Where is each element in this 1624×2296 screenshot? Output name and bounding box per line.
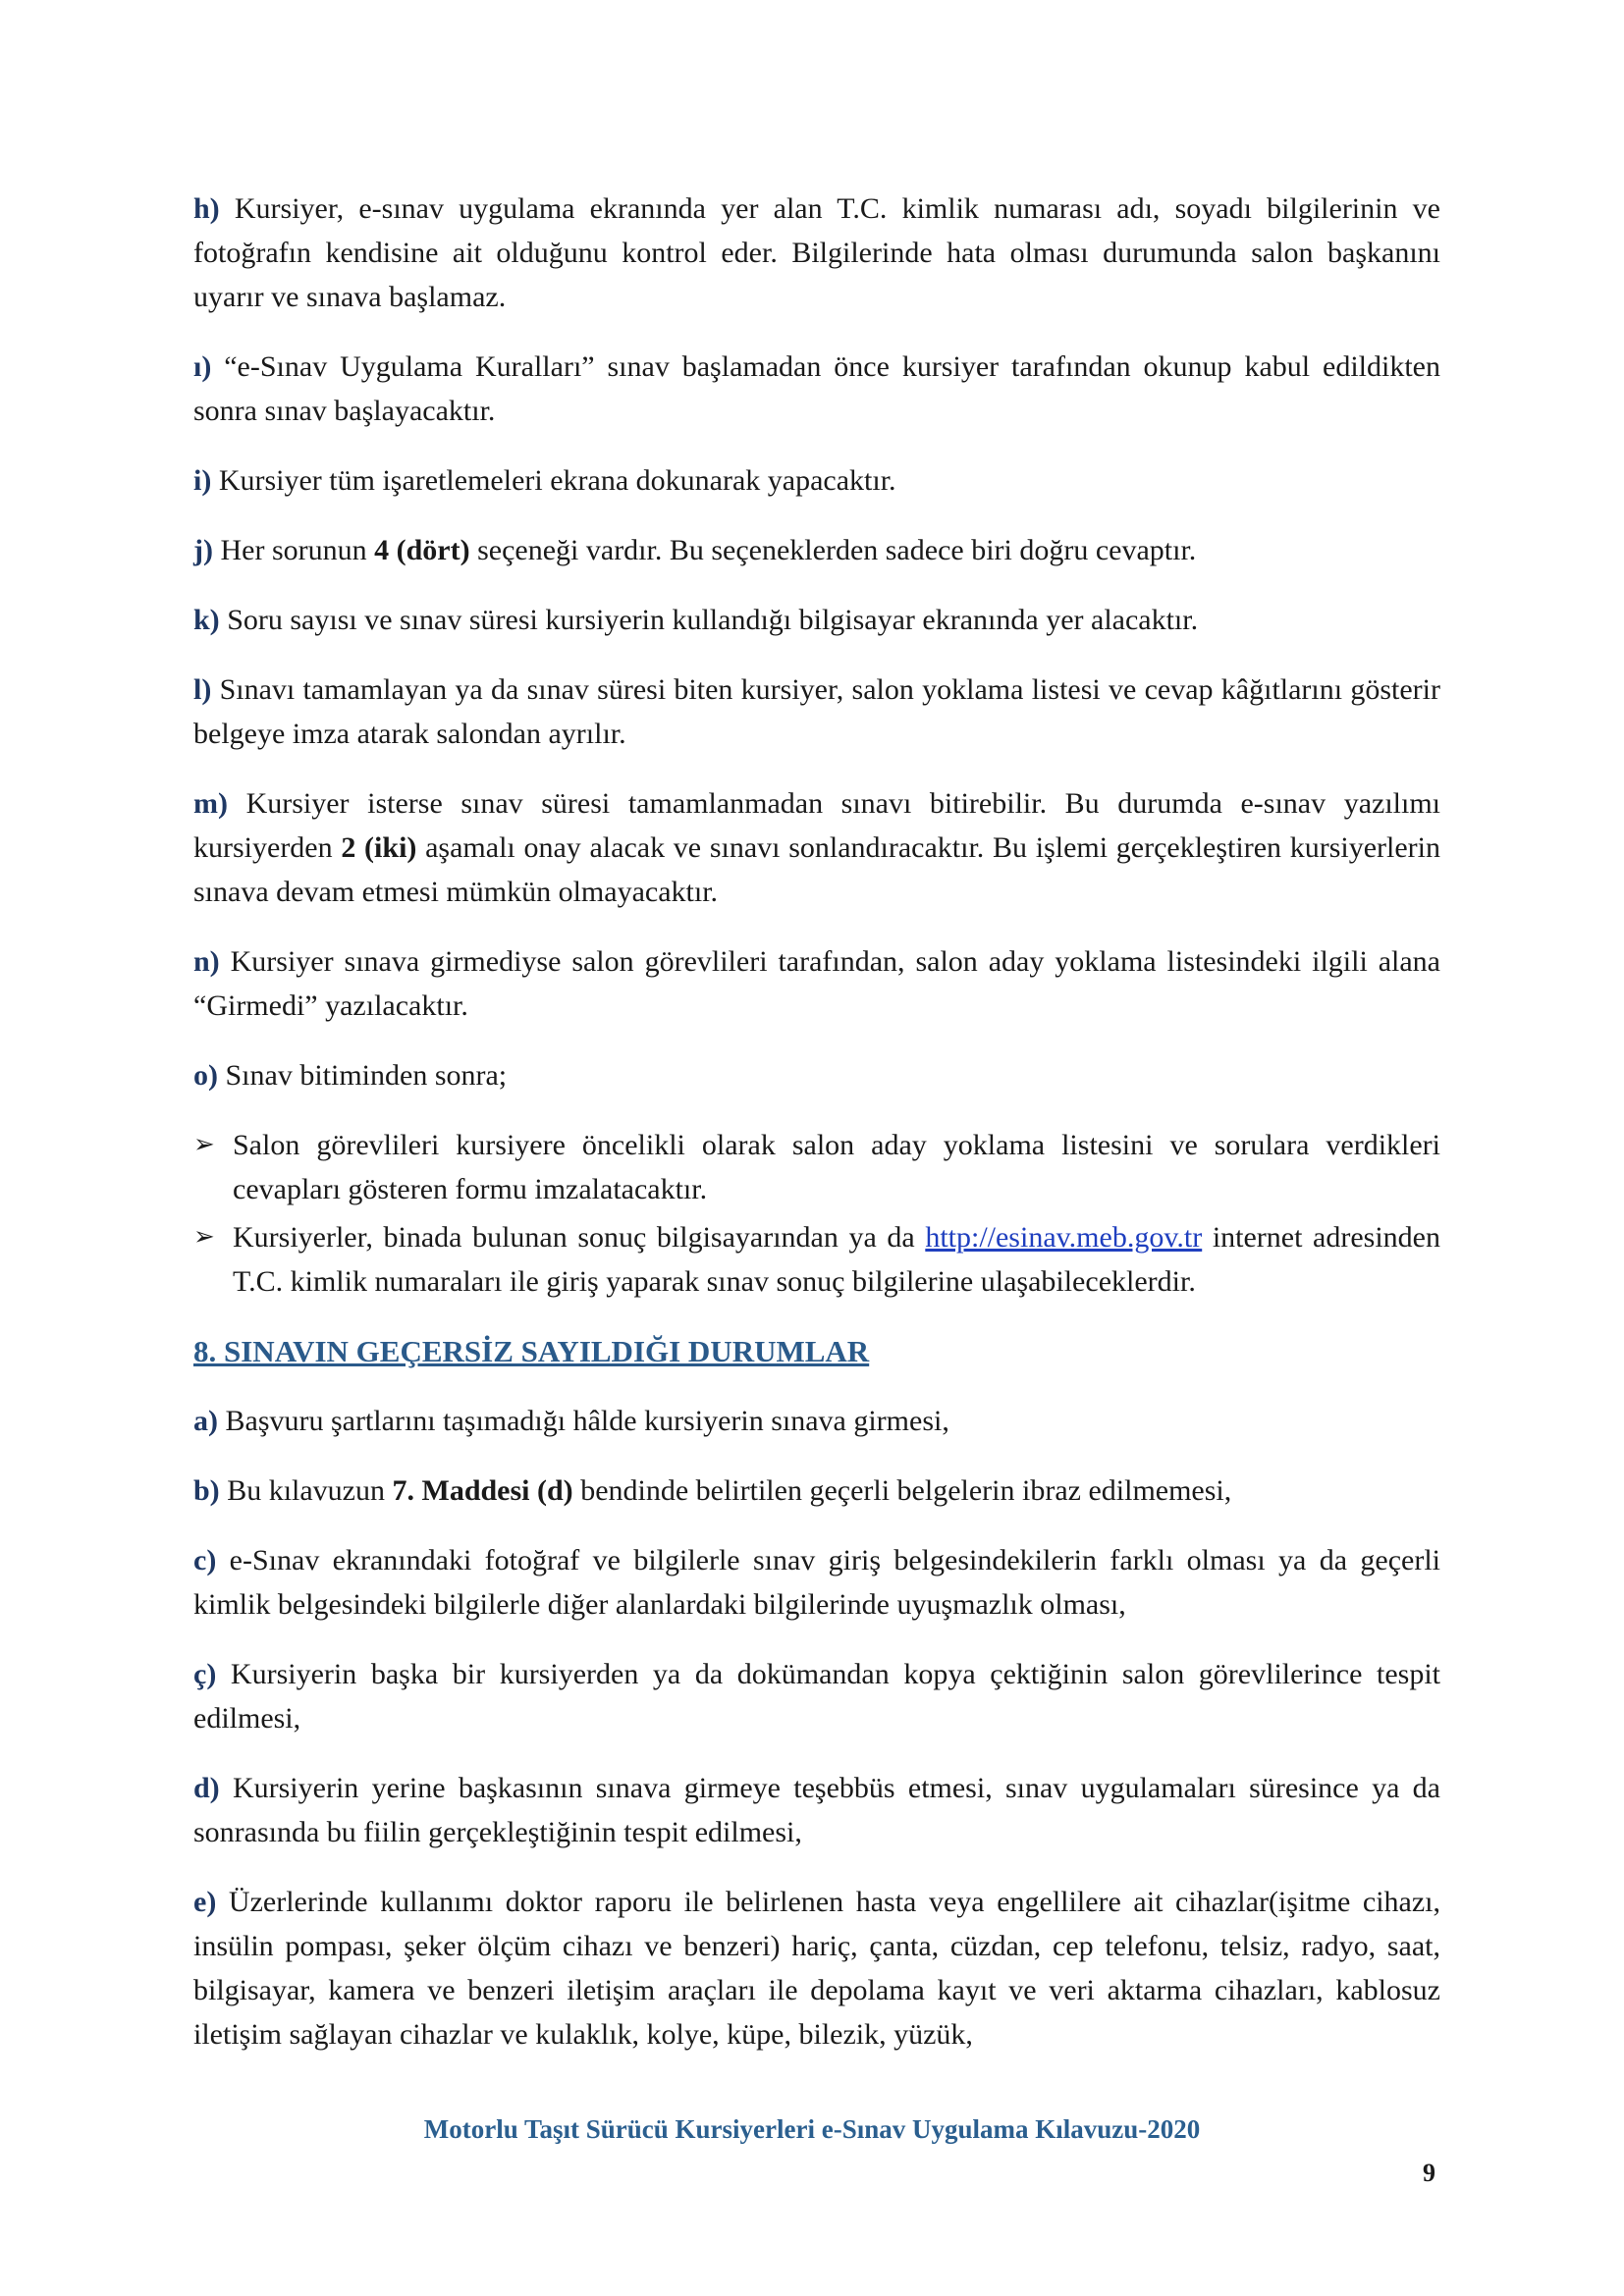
bullet-text: internet adresinden T.C. kimlik numaraları ile giriş yaparak sınav sonuç bilgilerine ulaşabileceklerdir. xyxy=(233,1221,1440,1298)
item-text: aşamalı onay alacak ve sınavı sonlandıracaktır. Bu işlemi gerçekleştiren kursiyerlerin sınava devam etmesi mümkün olmayacaktır. xyxy=(193,831,1441,908)
item-text: seçeneği vardır. Bu seçeneklerden sadece biri doğru cevaptır. xyxy=(469,534,1197,566)
item-text: Her sorunun xyxy=(212,534,375,566)
bullet-text: Salon görevlileri kursiyere öncelikli olarak salon aday yoklama listesini ve sorulara verdikleri cevapları gösteren formu imzalatacaktır. xyxy=(233,1129,1440,1205)
item-label: ı) xyxy=(193,350,212,383)
item-c xyxy=(193,1538,1440,1627)
item-label: i) xyxy=(193,464,212,497)
item-m xyxy=(193,781,1440,914)
item-l xyxy=(193,667,1440,756)
document-footer: Motorlu Taşıt Sürücü Kursiyerleri e-Sınav Uygulama Kılavuzu-2020 xyxy=(423,2114,1201,2144)
item-text: bendinde belirtilen geçerli belgelerin ibraz edilmemesi, xyxy=(572,1474,1232,1507)
item-text: Kursiyer sınava girmediyse salon görevlileri tarafından, salon aday yoklama listesindeki ilgili alana “Girmedi” yazılacaktır. xyxy=(193,945,1440,1022)
arrow-bullet-icon: ➢ xyxy=(193,1222,215,1252)
bullet-text: Kursiyerler, binada bulunan sonuç bilgisayarından ya da xyxy=(233,1221,926,1254)
item-text: Kursiyer, e-sınav uygulama ekranında yer alan T.C. kimlik numarası adı, soyadı bilgilerinin ve fotoğrafın kendisine ait olduğunu kontrol eder. Bilgilerinde hata olması durumunda salon başkanını uyarır ve sınava başlamaz. xyxy=(193,192,1440,313)
item-b xyxy=(193,1468,1440,1513)
arrow-bullet-icon: ➢ xyxy=(193,1130,215,1159)
bullet-item xyxy=(193,1123,1440,1211)
item-text: Kursiyerin başka bir kursiyerden ya da dokümandan kopya çektiğinin salon görevlilerince tespit edilmesi, xyxy=(193,1658,1440,1735)
bullet-list xyxy=(193,1123,1440,1304)
item-text: e-Sınav ekranındaki fotoğraf ve bilgilerle sınav giriş belgesindekilerin farklı olması ya da geçerli kimlik belgesindeki bilgilerle diğer alanlardaki bilgilerinde uyuşmazlık olması, xyxy=(193,1544,1440,1621)
item-n xyxy=(193,939,1440,1028)
bullet-item xyxy=(193,1215,1440,1304)
item-bold: 4 (dört) xyxy=(374,534,470,566)
item-text: Sınav bitiminden sonra; xyxy=(218,1059,508,1092)
page-number: 9 xyxy=(1423,2159,1435,2187)
item-text: Soru sayısı ve sınav süresi kursiyerin kullandığı bilgisayar ekranında yer alacaktır. xyxy=(219,604,1199,636)
item-e xyxy=(193,1880,1440,2056)
item-c-cedilla xyxy=(193,1652,1440,1740)
item-label: m) xyxy=(193,787,228,820)
item-label: j) xyxy=(193,534,213,566)
page-body xyxy=(193,187,1440,2082)
item-label: o) xyxy=(193,1059,218,1092)
item-text: Başvuru şartlarını taşımadığı hâlde kursiyerin sınava girmesi, xyxy=(218,1405,949,1437)
item-d xyxy=(193,1766,1440,1854)
item-j xyxy=(193,528,1440,572)
item-label: k) xyxy=(193,604,220,636)
item-text: Kursiyerin yerine başkasının sınava girmeye teşebbüs etmesi, sınav uygulamaları süresince ya da sonrasında bu fiilin gerçekleştiğinin tespit edilmesi, xyxy=(193,1772,1440,1848)
item-dotless-i xyxy=(193,345,1440,433)
item-bold: 2 (iki) xyxy=(341,831,417,864)
item-label: e) xyxy=(193,1886,217,1918)
item-label: d) xyxy=(193,1772,220,1804)
item-label: n) xyxy=(193,945,220,978)
item-label: l) xyxy=(193,673,212,706)
item-text: Kursiyer tüm işaretlemeleri ekrana dokunarak yapacaktır. xyxy=(211,464,896,497)
item-i xyxy=(193,458,1440,503)
item-bold: 7. Maddesi (d) xyxy=(392,1474,573,1507)
item-text: Üzerlerinde kullanımı doktor raporu ile belirlenen hasta veya engellilere ait cihazlar(işitme cihazı, insülin pompası, şeker ölçüm cihazı ve benzeri) hariç, çanta, cüzdan, cep telefonu, telsiz, radyo, saat, bilgisayar, kamera ve benzeri iletişim araçları ile depolama kayıt ve veri aktarma cihazları, kablosuz iletişim sağlayan cihazlar ve kulaklık, kolye, küpe, bilezik, yüzük, xyxy=(193,1886,1440,2051)
item-text: “e-Sınav Uygulama Kuralları” sınav başlamadan önce kursiyer tarafından okunup kabul edildikten sonra sınav başlayacaktır. xyxy=(193,350,1440,427)
item-text: Sınavı tamamlayan ya da sınav süresi biten kursiyer, salon yoklama listesi ve cevap kâğıtlarını gösterir belgeye imza atarak salondan ayrılır. xyxy=(193,673,1440,750)
item-label: c) xyxy=(193,1544,217,1576)
section-heading: 8. SINAVIN GEÇERSİZ SAYILDIĞI DURUMLAR xyxy=(193,1334,870,1368)
esinav-link[interactable]: http://esinav.meb.gov.tr xyxy=(925,1221,1203,1254)
item-text: Kursiyer isterse sınav süresi tamamlanmadan sınavı bitirebilir. Bu durumda e-sınav yazılımı kursiyerden xyxy=(193,787,1440,864)
item-text: Bu kılavuzun xyxy=(219,1474,393,1507)
item-a xyxy=(193,1399,1440,1443)
item-label: b) xyxy=(193,1474,220,1507)
item-h xyxy=(193,187,1440,319)
item-label: h) xyxy=(193,192,220,225)
item-k xyxy=(193,598,1440,642)
item-label: ç) xyxy=(193,1658,217,1690)
item-o xyxy=(193,1053,1440,1097)
item-label: a) xyxy=(193,1405,218,1437)
